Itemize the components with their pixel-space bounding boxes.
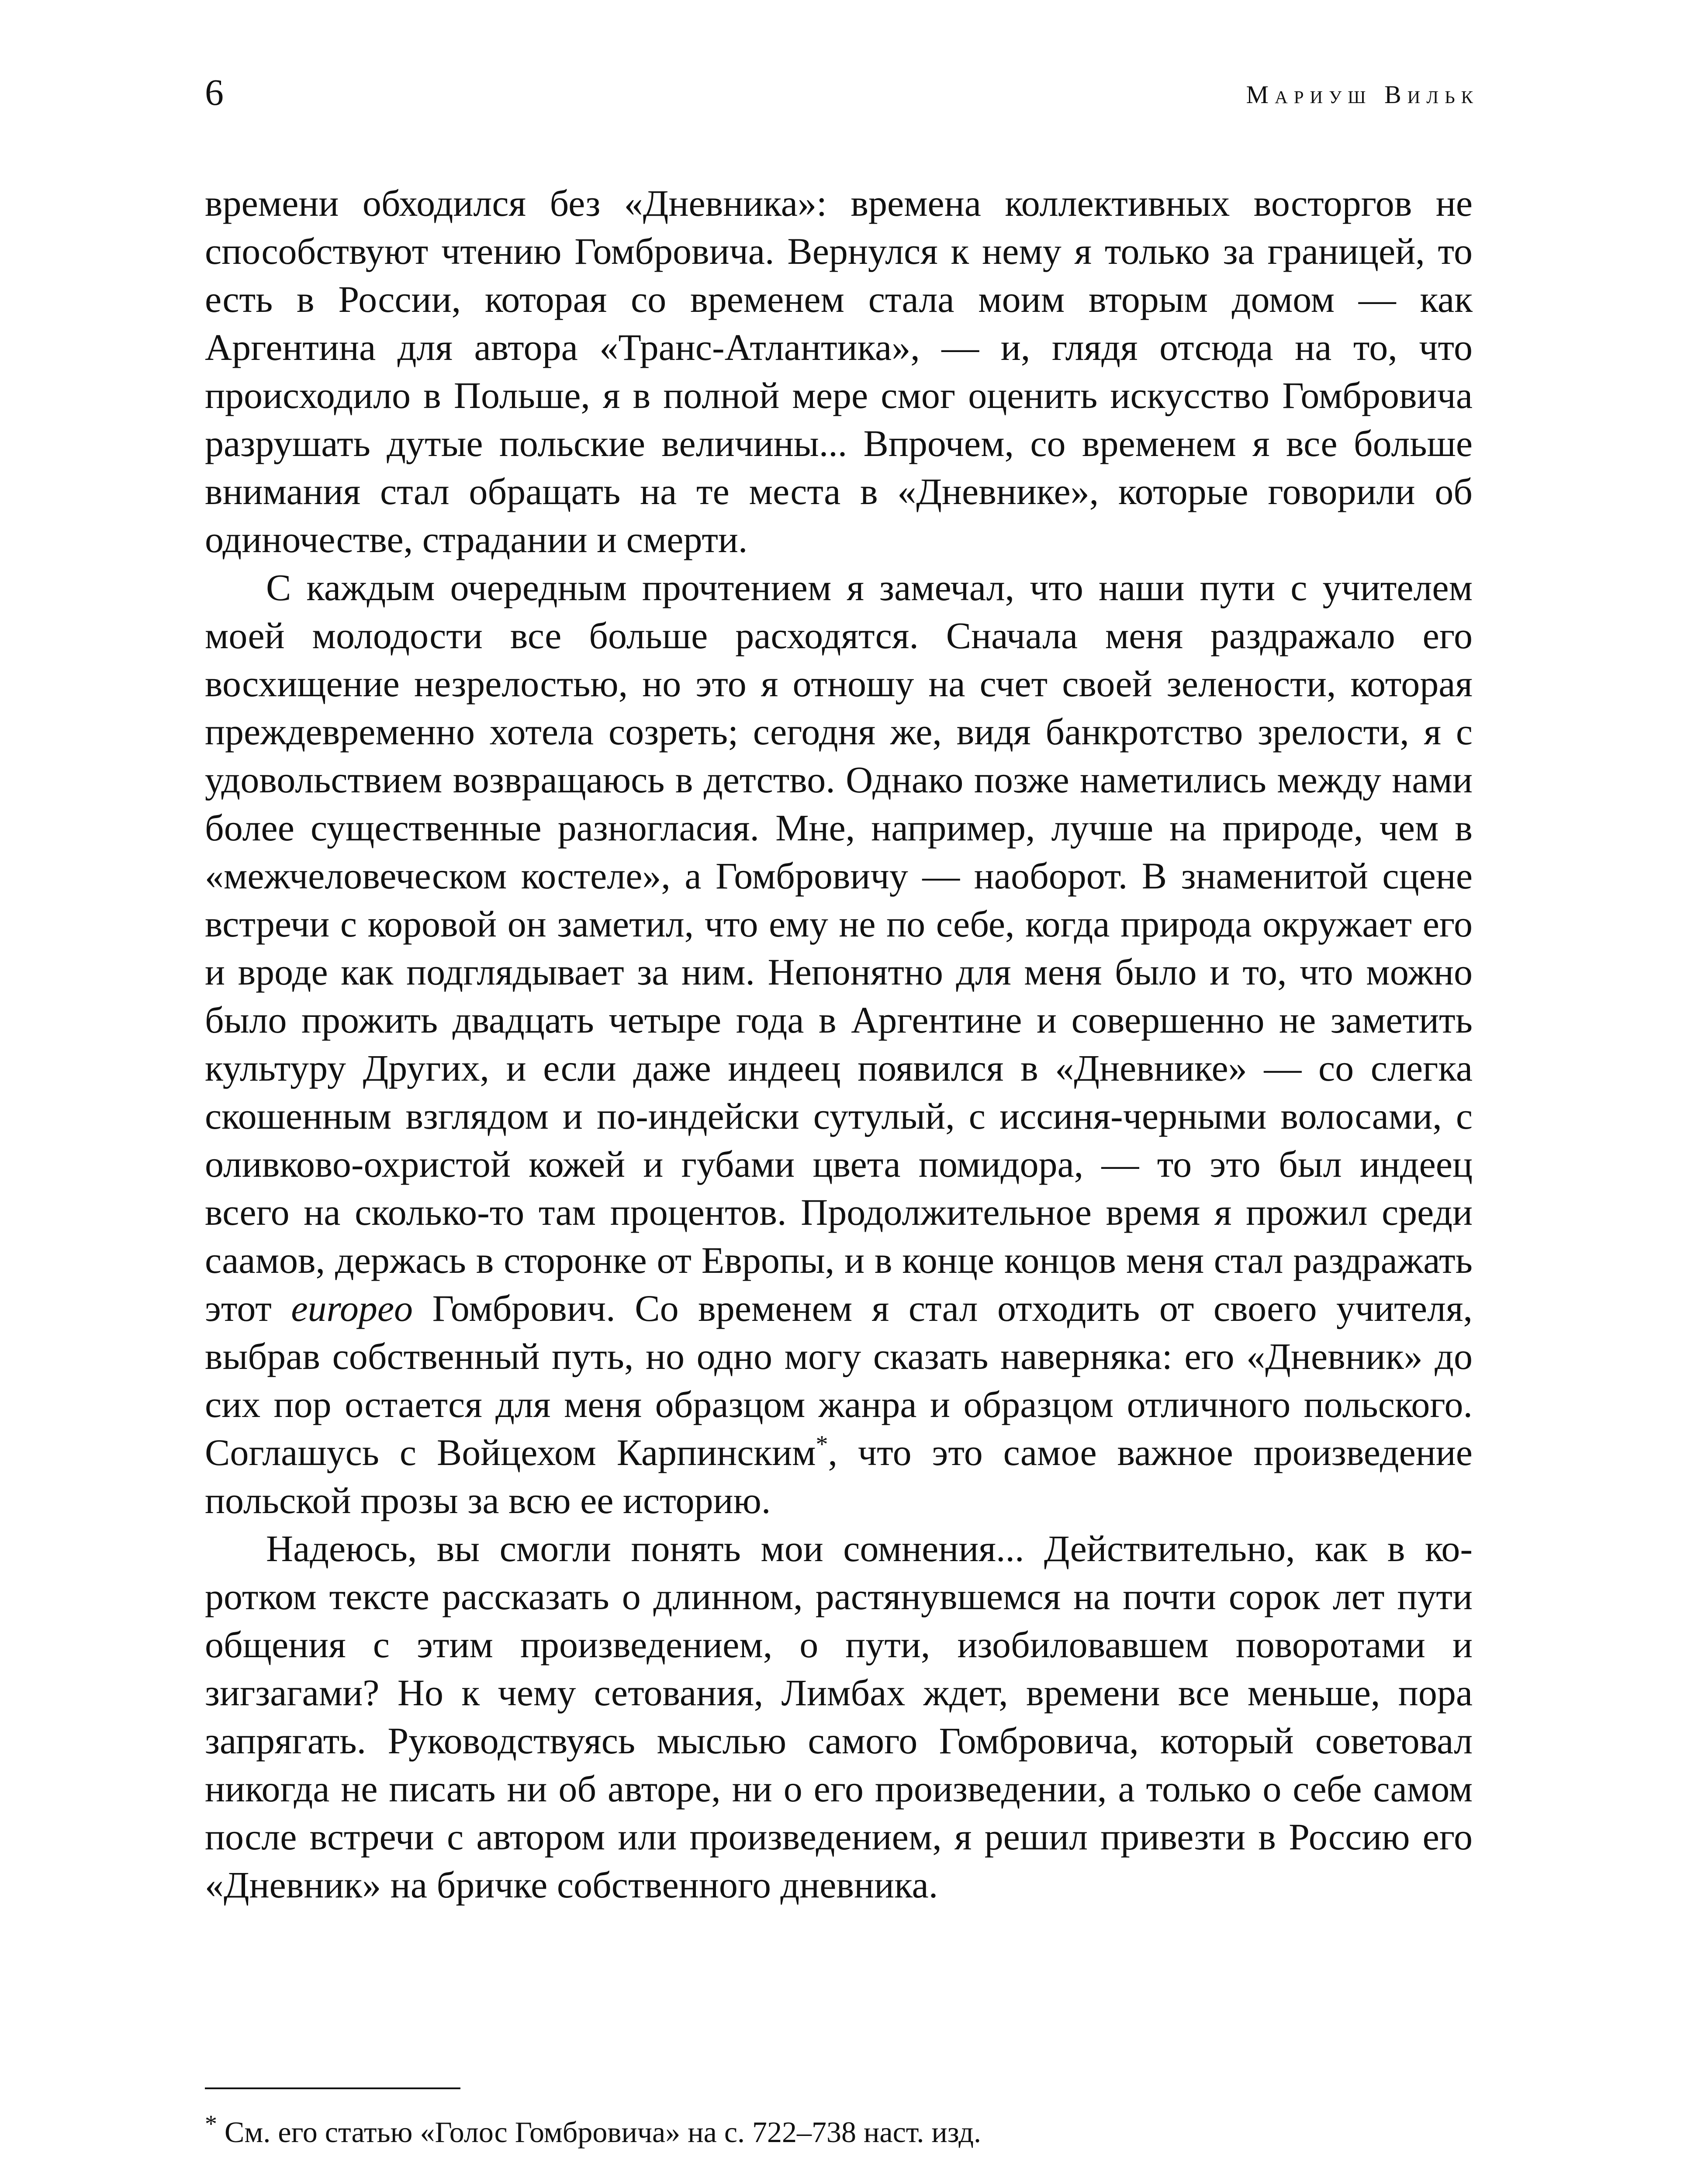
page-number: 6 — [205, 71, 224, 113]
footnote-reference: * — [816, 1431, 828, 1458]
paragraph-2-text-c: , что это самое важное произведение польской прозы за всю ее историю. — [205, 1431, 1473, 1521]
paragraph-3: Надеюсь, вы смогли понять мои сомнения... Действительно, как в коротком тексте рассказать о длинном, растянувшемся на почти сорок лет пути общения с этим произведением, о пути, изобиловавшем поворотами и зигзагами? Но к чему сетования, Лимбах ждет, времени все меньше, пора запрягать. Руководствуясь мыслью самого Гомбровича, который советовал никогда не писать ни об авторе, ни о его произведении, а только о себе самом после встречи с автором или произведением, я решил привезти в Россию его «Дневник» на бричке собственного дневника. — [205, 1527, 1473, 1906]
paragraph-1: времени обходился без «Дневника»: времена коллективных восторгов не способствуют чтению Гомбровича. Вернулся к нему я только за границей, то есть в России, которая со временем стала моим вторым домом — как Аргентина для автора «Транс-Атлантика», — и, глядя отсюда на то, что происходило в Польше, я в полной мере смог оценить искусство Гомбровича разрушать дутые польские величины... Впрочем, со временем я все больше внимания стал обращать на те места в «Дневнике», которые говорили об одиночестве, страдании и смерти. — [205, 182, 1473, 560]
paragraph-2-text-b: Гомбрович. Со временем я стал отходить от своего учителя, выбрав собственный путь, но одно могу сказать наверняка: его «Дневник» до сих пор остается для меня образцом жанра и образцом отличного польского. Соглашусь с Войцехом Карпинским — [205, 1287, 1473, 1473]
footnote — [205, 2110, 1473, 2151]
main-text — [205, 179, 1473, 1909]
italic-term: europeo — [291, 1287, 413, 1329]
footnote-text: См. его статью «Голос Гомбровича» на с. 722–738 наст. изд. — [217, 2115, 981, 2149]
running-head: Мариуш Вильк — [1246, 80, 1479, 109]
paragraph-2 — [205, 563, 1473, 1524]
footnote-divider — [205, 2087, 460, 2089]
footnote-marker: * — [205, 2110, 217, 2138]
paragraph-2-text-a: С каждым очередным прочтением я замечал, что наши пути с учителем моей молодости все больше расходятся. Сначала меня раздражало его восхищение незрелостью, но это я отношу на счет своей зелености, которая преждевременно хотела созреть; сегодня же, видя банкротство зрелости, я с удовольствием возвращаюсь в детство. Однако позже наметились между нами более существенные разногласия. Мне, например, лучше на природе, чем в «межчеловеческом костеле», а Гомбровичу — наоборот. В знаменитой сцене встречи с коровой он заметил, что ему не по себе, когда природа окружает его и вроде как подглядывает за ним. Непонятно для меня было и то, что можно было прожить двадцать четыре года в Аргентине и совершенно не заметить культуру Других, и если даже индеец появился в «Дневнике» — со слегка скошенным взглядом и по-индейски сутулый, с иссиня-черными волосами, с оливково-охристой кожей и губами цвета помидора, — то это был индеец всего на сколько-то там процентов. Продолжительное время я прожил среди саамов, держась в сторонке от Европы, и в конце концов меня стал раздражать этот — [205, 567, 1473, 1329]
